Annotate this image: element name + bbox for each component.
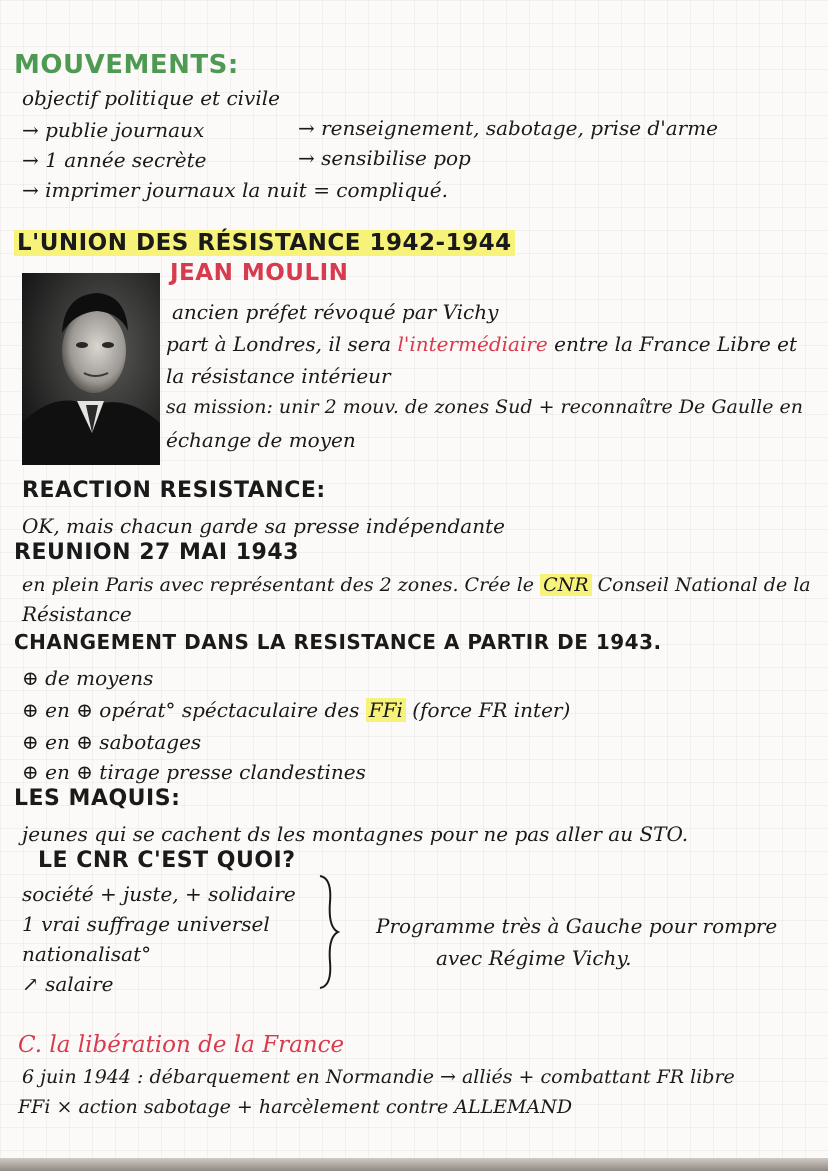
mouvements-line: → imprimer journaux la nuit = compliqué. (22, 178, 448, 202)
changement-text: ⊕ en ⊕ opérat° spéctaculaire des (22, 698, 360, 722)
changement-line: ⊕ en ⊕ sabotages (22, 730, 202, 754)
cnr-line: 1 vrai suffrage universel (22, 912, 270, 936)
jean-moulin-photo (22, 273, 160, 465)
changement-line: ⊕ en ⊕ tirage presse clandestines (22, 760, 366, 784)
changement-title: CHANGEMENT DANS LA RESISTANCE A PARTIR DE 1943. (14, 630, 662, 654)
liberation-line: 6 juin 1944 : débarquement en Normandie → alliés + combattant FR libre (22, 1066, 735, 1088)
cnr-program-line: avec Régime Vichy. (436, 946, 632, 970)
curly-brace-icon (312, 872, 342, 992)
mouvements-line: → 1 année secrète (22, 148, 207, 172)
union-line (166, 334, 797, 354)
reaction-title: REACTION RESISTANCE: (22, 478, 326, 503)
mouvements-title: MOUVEMENTS: (14, 50, 239, 80)
union-text: part à Londres, il sera (166, 332, 392, 356)
cnr-word: CNR (540, 574, 591, 596)
changement-text: (force FR inter) (412, 698, 571, 722)
liberation-title: C. la libération de la France (18, 1032, 345, 1058)
union-line: la résistance intérieur (166, 364, 391, 388)
union-line: échange de moyen (166, 428, 356, 452)
ffi-word: FFi (366, 698, 406, 722)
intermediaire-word: l'intermédiaire (397, 332, 548, 356)
maquis-line: jeunes qui se cachent ds les montagnes pour ne pas aller au STO. (22, 822, 689, 846)
liberation-line: FFi × action sabotage + harcèlement contre ALLEMAND (18, 1096, 573, 1118)
union-title (14, 232, 515, 255)
reunion-text: en plein Paris avec représentant des 2 zones. Crée le (22, 574, 535, 596)
mouvements-line: → publie journaux (22, 118, 205, 142)
mouvements-line: → sensibilise pop (298, 146, 471, 170)
union-line: sa mission: unir 2 mouv. de zones Sud + reconnaître De Gaulle en (166, 396, 804, 418)
cnr-line: société + juste, + solidaire (22, 882, 296, 906)
cnr-program-line: Programme très à Gauche pour rompre (376, 914, 778, 938)
cnr-title: LE CNR C'EST QUOI? (38, 848, 296, 873)
union-text: entre la France Libre et (554, 332, 798, 356)
changement-line (22, 700, 570, 720)
union-title-highlight: L'UNION DES RÉSISTANCE 1942-1944 (14, 230, 515, 256)
reunion-text: Conseil National de la (597, 574, 811, 596)
reaction-line: OK, mais chacun garde sa presse indépendante (22, 514, 505, 538)
jean-moulin-title: JEAN MOULIN (170, 260, 349, 286)
reunion-line (22, 576, 811, 595)
cnr-line: nationalisat° (22, 942, 152, 966)
mouvements-line: → renseignement, sabotage, prise d'arme (298, 116, 718, 140)
page-edge-shadow (0, 1158, 828, 1171)
reunion-title: REUNION 27 MAI 1943 (14, 540, 299, 565)
reunion-line: Résistance (22, 602, 132, 626)
maquis-title: LES MAQUIS: (14, 786, 181, 811)
union-line: ancien préfet révoqué par Vichy (172, 300, 499, 324)
changement-line: ⊕ de moyens (22, 666, 154, 690)
portrait-image (22, 273, 160, 465)
cnr-line: ↗ salaire (22, 972, 114, 996)
mouvements-line: objectif politique et civile (22, 86, 280, 110)
